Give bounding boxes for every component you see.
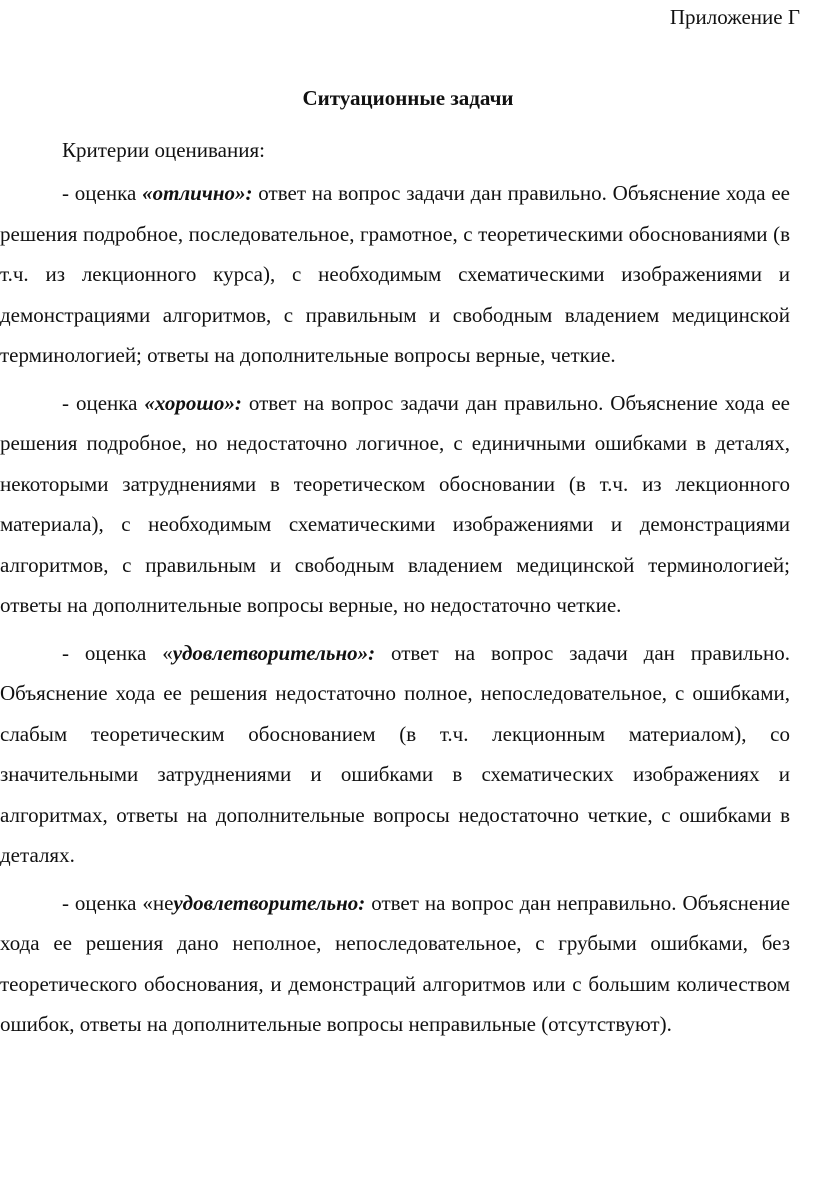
criteria-description: ответ на вопрос задачи дан правильно. Объяснение хода ее решения подробное, последовательное, грамотное, с теоретическими обоснованиями (в т.ч. из лекционного курса), с необходимым схематическими изображениями и демонстрациями алгоритмов, с правильным и свободным владением медицинской терминологией; ответы на дополнительные вопросы верные, четкие. [0, 181, 791, 367]
criteria-description: ответ на вопрос задачи дан правильно. Объяснение хода ее решения подробное, но недостаточно логичное, с единичными ошибками в деталях, некоторыми затруднениями в теоретическом обосновании (в т.ч. из лекционного материала), с необходимым схематическими изображениями и демонстрациями алгоритмов, с правильным и свободным владением медицинской терминологией; ответы на дополнительные вопросы верные, но недостаточно четкие. [0, 390, 790, 617]
criteria-excellent [0, 173, 790, 376]
criteria-prefix: - оценка « [62, 640, 173, 665]
criteria-prefix: - оценка «не [62, 890, 174, 915]
criteria-prefix: - оценка [62, 390, 145, 415]
appendix-label: Приложение Г [669, 5, 800, 29]
criteria-good [0, 383, 790, 626]
criteria-unsatisfactory [0, 883, 790, 1045]
grade-term-good: «хорошо»: [144, 390, 242, 415]
grade-term-satisfactory: удовлетворительно»: [172, 640, 376, 665]
criteria-list [0, 173, 790, 1052]
criteria-satisfactory [0, 633, 790, 876]
criteria-description: ответ на вопрос задачи дан правильно. Объяснение хода ее решения недостаточно полное, непоследовательное, с ошибками, слабым теоретическим обоснованием (в т.ч. лекционным материалом), со значительными затруднениями и ошибками в схематических изображениях и алгоритмах, ответы на дополнительные вопросы недостаточно четкие, с ошибками в деталях. [0, 640, 791, 867]
criteria-label: Критерии оценивания: [62, 138, 265, 162]
grade-term-unsatisfactory: удовлетворительно: [173, 890, 366, 915]
criteria-prefix: - оценка [62, 181, 143, 205]
criteria-description: ответ на вопрос дан неправильно. Объяснение хода ее решения дано неполное, непоследовательное, с грубыми ошибками, без теоретического обоснования, и демонстраций алгоритмов или с большим количеством ошибок, ответы на дополнительные вопросы неправильные (отсутствуют). [0, 890, 791, 1036]
grade-term-excellent: «отлично»: [142, 181, 253, 205]
page-title: Ситуационные задачи [302, 86, 514, 110]
